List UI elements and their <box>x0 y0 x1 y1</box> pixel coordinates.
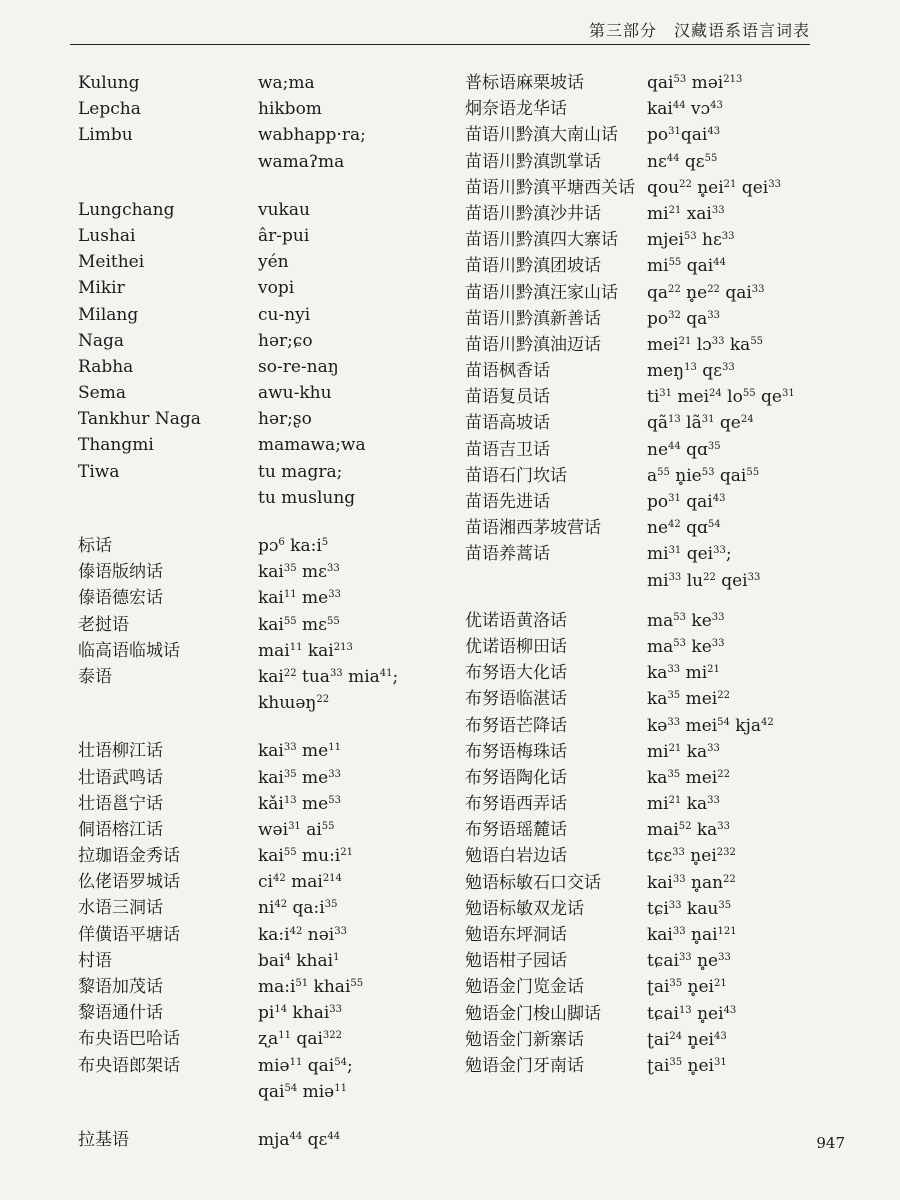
entry-row <box>465 541 845 567</box>
word-form: hər;ʂo <box>258 409 312 430</box>
entry-row <box>78 249 458 275</box>
language-name: 苗语养蒿话 <box>465 544 550 565</box>
entry-row <box>78 432 458 458</box>
language-name: 傣语版纳话 <box>78 562 163 583</box>
entry-row <box>465 608 845 634</box>
entry-row <box>465 1027 845 1053</box>
word-form: kǎi$^{13}$ $me^{53}$ <box>258 793 341 814</box>
word-form: $ka^{35}$ mei$^{22}$ <box>647 767 730 788</box>
language-name: 苗语先进话 <box>465 492 550 512</box>
entry-row <box>78 223 458 249</box>
word-form: ʐa$^{11}$ qai$^{322}$ <box>258 1029 342 1050</box>
entry-row <box>78 122 458 148</box>
entry-row <box>465 791 845 817</box>
language-name: 黎语加茂话 <box>78 977 163 997</box>
word-form: cu-nyi <box>258 304 311 325</box>
language-name: 壮语武鸣话 <box>78 767 163 788</box>
entry-row <box>465 515 845 541</box>
entry-row <box>465 122 845 148</box>
language-name: 勉语金门牙南话 <box>465 1055 584 1076</box>
language-name: 苗语川黔滇油迈话 <box>465 334 601 355</box>
language-name: 苗语高坡话 <box>465 413 550 434</box>
entry-row <box>78 612 458 638</box>
entry-gap <box>78 511 458 533</box>
word-form: wamaʔma <box>258 151 345 172</box>
word-form: $mi^{21}$ $ka^{33}$ <box>647 794 720 815</box>
entry-row <box>465 660 845 686</box>
language-name: 勉语白岩边话 <box>465 846 567 867</box>
entry-row <box>465 201 845 227</box>
word-form: qai$^{54}$ miə$^{11}$ <box>258 1081 347 1102</box>
word-form: tɕi$^{33}$ kau$^{35}$ <box>647 898 732 919</box>
language-name: 勉语金门梭山脚话 <box>465 1003 601 1024</box>
word-form: $mi^{21}$ xai$^{33}$ <box>647 203 725 224</box>
word-form: $qa^{22}$ $n̥e^{22}$ qai$^{33}$ <box>647 282 765 303</box>
entry-row <box>465 948 845 974</box>
word-form: $mi^{33}$ $lu^{22}$ qei$^{33}$ <box>647 570 761 591</box>
entry-row <box>78 1053 458 1079</box>
language-name: 苗语川黔滇四大寨话 <box>465 230 618 251</box>
entry-row <box>78 738 458 764</box>
entry-row <box>78 380 458 406</box>
language-name: Limbu <box>78 125 133 146</box>
language-name: Sema <box>78 383 126 404</box>
entry-row <box>78 817 458 843</box>
language-name: 临高语临城话 <box>78 640 180 661</box>
entry-row <box>78 791 458 817</box>
word-form: kə$^{33}$ mei$^{54}$ kja$^{42}$ <box>647 715 774 736</box>
entry-row <box>465 96 845 122</box>
language-name: Milang <box>78 304 139 325</box>
language-name: 村语 <box>78 950 112 971</box>
word-form: kai$^{35}$ mɛ$^{33}$ <box>258 562 340 583</box>
language-name: Kulung <box>78 73 140 93</box>
entry-row <box>78 638 458 664</box>
language-name: 布努语西弄话 <box>465 794 567 815</box>
word-form: ʈai$^{35}$ $n̥ei^{21}$ <box>647 977 727 998</box>
language-name: 苗语川黔滇汪家山话 <box>465 282 618 303</box>
header-title: 第三部分 汉藏语系语言词表 <box>588 21 810 40</box>
language-name: 苗语川黔滇团坡话 <box>465 256 601 277</box>
entry-row <box>465 1053 845 1079</box>
word-form: vukau <box>258 199 310 220</box>
language-name: Naga <box>78 330 125 351</box>
word-form: mamawa;wa <box>258 435 366 456</box>
word-form: kai$^{35}$ $me^{33}$ <box>258 767 341 788</box>
word-form: âr-pui <box>258 225 310 246</box>
word-form: $mi^{21}$ $ka^{33}$ <box>647 741 720 762</box>
entry-row <box>78 1000 458 1026</box>
word-form: hər;ɕo <box>258 330 313 351</box>
word-form: ʈai$^{35}$ $n̥ei^{31}$ <box>647 1055 727 1076</box>
language-name: 布努语芒降话 <box>465 715 567 736</box>
word-form: $ne^{42}$ qɑ$^{54}$ <box>647 518 721 539</box>
entry-row <box>78 70 458 96</box>
entry-row <box>465 922 845 948</box>
language-name: 仫佬语罗城话 <box>78 872 180 893</box>
entry-row <box>78 96 458 122</box>
language-name: 傣语德宏话 <box>78 588 163 609</box>
word-form: $ma^{53}$ $ke^{33}$ <box>647 610 725 631</box>
entry-row <box>78 459 458 485</box>
entry-row <box>465 437 845 463</box>
language-name: 苗语石门坎话 <box>465 465 567 486</box>
word-form: $a^{55}$ $n̥ie^{53}$ qai$^{55}$ <box>647 465 760 486</box>
language-name: 勉语金门览金话 <box>465 977 584 998</box>
word-form: $po^{32}$ $qa^{33}$ <box>647 308 721 329</box>
entry-row <box>78 197 458 223</box>
word-form: so-re-naŋ <box>258 356 339 377</box>
entry-row <box>78 328 458 354</box>
entry-gap <box>78 1105 458 1127</box>
language-name: 拉珈语金秀话 <box>78 846 180 867</box>
entry-row <box>78 1127 458 1153</box>
language-name: 苗语川黔滇凯掌话 <box>465 151 601 172</box>
language-name: 勉语标敏石口交话 <box>465 872 601 893</box>
word-form: kai$^{33}$ $me^{11}$ <box>258 741 341 762</box>
entry-row <box>465 175 845 201</box>
entry-row <box>465 489 845 515</box>
entry-row <box>465 1001 845 1027</box>
entry-row <box>78 275 458 301</box>
entry-row <box>78 765 458 791</box>
entry-row <box>465 70 845 96</box>
word-form: qai$^{53}$ məi$^{213}$ <box>647 73 743 93</box>
language-name: 勉语标敏双龙话 <box>465 898 584 919</box>
language-name: 苗语川黔滇大南山话 <box>465 125 618 146</box>
word-form: $po^{31}$ qai$^{43}$ <box>647 492 726 512</box>
language-name: Lushai <box>78 225 136 246</box>
entry-row <box>465 974 845 1000</box>
language-name: Lungchang <box>78 199 175 220</box>
entry-row <box>465 843 845 869</box>
language-name: 苗语湘西茅坡营话 <box>465 518 601 539</box>
right-column <box>465 70 845 1079</box>
language-name: 苗语川黔滇沙井话 <box>465 203 601 224</box>
entry-row <box>78 1026 458 1052</box>
entry-row <box>465 870 845 896</box>
entry-row <box>78 948 458 974</box>
entry-row <box>78 533 458 559</box>
entry-row <box>465 896 845 922</box>
language-name: 佯僙语平塘话 <box>78 924 180 945</box>
entry-row <box>78 559 458 585</box>
language-name: 苗语复员话 <box>465 387 550 408</box>
entry-row <box>465 227 845 253</box>
entry-row <box>78 302 458 328</box>
word-form: $ci^{42}$ mai$^{214}$ <box>258 872 342 893</box>
entry-row <box>465 253 845 279</box>
word-form: $ne^{44}$ qɑ$^{35}$ <box>647 439 721 460</box>
word-form: wabhapp·ra; <box>258 125 366 146</box>
word-form: $ka:i^{42}$ nəi$^{33}$ <box>258 924 347 945</box>
language-name: 优诺语柳田话 <box>465 636 567 657</box>
word-form: vopi <box>258 278 295 299</box>
entry-row <box>465 149 845 175</box>
language-name: 壮语柳江话 <box>78 741 163 762</box>
entry-row <box>78 843 458 869</box>
language-name: 苗语枫香话 <box>465 361 550 382</box>
word-form: mja$^{44}$ qɛ$^{44}$ <box>258 1129 341 1150</box>
entry-row <box>465 568 845 594</box>
entry-row <box>465 739 845 765</box>
language-name: 布努语大化话 <box>465 663 567 684</box>
entry-row <box>465 384 845 410</box>
language-name: Rabha <box>78 356 134 377</box>
language-name: 布努语临湛话 <box>465 689 567 710</box>
entry-row <box>465 410 845 436</box>
word-form: tɕai$^{13}$ $n̥ei^{43}$ <box>647 1003 737 1024</box>
entry-gap <box>78 716 458 738</box>
word-form: kai$^{55}$ $mu:i^{21}$ <box>258 846 353 867</box>
language-name: 泰语 <box>78 666 112 687</box>
entry-row <box>78 585 458 611</box>
entry-row <box>465 306 845 332</box>
entry-gap <box>78 175 458 197</box>
word-form: awu-khu <box>258 383 332 404</box>
language-name: 苗语川黔滇平塘西关话 <box>465 177 635 198</box>
word-form: mai$^{11}$ kai$^{213}$ <box>258 640 353 661</box>
word-form: $qã^{13}$ $lã^{31}$ $qe^{24}$ <box>647 413 754 434</box>
entry-row <box>465 713 845 739</box>
language-name: 壮语邕宁话 <box>78 793 163 814</box>
word-form: $po^{31}qai^{43}$ <box>647 125 721 146</box>
running-header <box>70 14 810 45</box>
word-form: $ti^{31}$ mei$^{24}$ $lo^{55}$ $qe^{31}$ <box>647 387 795 408</box>
entry-row <box>78 690 458 716</box>
word-form: qou$^{22}$ $n̥ei^{21}$ qei$^{33}$ <box>647 177 781 198</box>
word-form: yén <box>258 252 289 273</box>
language-name: 水语三洞话 <box>78 898 163 919</box>
word-form: tɕɛ$^{33}$ $n̥ei^{232}$ <box>647 846 736 867</box>
entry-row <box>465 686 845 712</box>
language-name: 布努语瑶麓话 <box>465 820 567 841</box>
language-name: 苗语川黔滇新善话 <box>465 308 601 329</box>
word-form: nɛ$^{44}$ qɛ$^{55}$ <box>647 151 718 172</box>
word-form: tu muslung <box>258 487 356 508</box>
language-name: 优诺语黄洛话 <box>465 610 567 631</box>
language-name: 布央语巴哈话 <box>78 1029 180 1050</box>
word-form: khɯəŋ$^{22}$ <box>258 693 330 714</box>
language-name: 侗语榕江话 <box>78 819 163 840</box>
entry-row <box>78 974 458 1000</box>
language-name: 苗语吉卫话 <box>465 439 550 460</box>
language-name: 拉基语 <box>78 1129 129 1150</box>
language-name: 老挝语 <box>78 614 129 635</box>
word-form: kai$^{11}$ $me^{33}$ <box>258 588 341 609</box>
entry-row <box>78 485 458 511</box>
language-name: 勉语金门新寨话 <box>465 1029 584 1050</box>
word-form: $mi^{31}$ qei$^{33}$; <box>647 544 732 565</box>
language-name: 炯奈语龙华话 <box>465 99 567 120</box>
left-column <box>78 70 458 1153</box>
word-form: $mi^{55}$ qai$^{44}$ <box>647 256 726 277</box>
language-name: 勉语东坪洞话 <box>465 925 567 945</box>
word-form: tɕai$^{33}$ $n̥e^{33}$ <box>647 951 731 972</box>
word-form: $ma^{53}$ $ke^{33}$ <box>647 636 725 657</box>
entry-row <box>78 406 458 432</box>
word-form: $ka^{33}$ $mi^{21}$ <box>647 663 720 684</box>
word-form: wa;ma <box>258 73 315 93</box>
language-name: 黎语通什话 <box>78 1003 163 1024</box>
word-form: $pi^{14}$ khai$^{33}$ <box>258 1003 343 1024</box>
word-form: kai$^{55}$ mɛ$^{55}$ <box>258 614 340 635</box>
word-form: $ma:i^{51}$ khai$^{55}$ <box>258 977 364 997</box>
entry-row <box>465 817 845 843</box>
entry-gap <box>465 594 845 608</box>
entry-row <box>78 895 458 921</box>
language-name: Thangmi <box>78 435 154 456</box>
word-form: bai$^4$ khai$^1$ <box>258 950 340 971</box>
entry-row <box>78 1079 458 1105</box>
word-form: kai$^{22}$ tua$^{33}$ mia$^{41}$; <box>258 666 399 687</box>
language-name: 勉语柑子园话 <box>465 951 567 972</box>
word-form: mai$^{52}$ $ka^{33}$ <box>647 820 731 841</box>
language-name: 标话 <box>78 536 112 556</box>
word-form: meŋ$^{13}$ qɛ$^{33}$ <box>647 361 735 382</box>
word-form: wəi$^{31}$ $ai^{55}$ <box>258 819 335 840</box>
word-form: ʈai$^{24}$ $n̥ei^{43}$ <box>647 1029 727 1050</box>
word-form: hikbom <box>258 99 322 120</box>
word-form: kai$^{33}$ $n̥ai^{121}$ <box>647 925 737 945</box>
entry-row <box>78 149 458 175</box>
word-form: pɔ$^6$ $ka:i^5$ <box>258 536 329 556</box>
entry-row <box>78 354 458 380</box>
entry-row <box>465 332 845 358</box>
language-name: 普标语麻栗坡话 <box>465 73 584 93</box>
word-form: tu magra; <box>258 461 343 482</box>
entry-row <box>78 869 458 895</box>
page-number: 947 <box>816 1134 845 1152</box>
entry-row <box>78 922 458 948</box>
word-form: mjei$^{53}$ hɛ$^{33}$ <box>647 230 735 251</box>
entry-row <box>465 634 845 660</box>
word-form: kai$^{33}$ $n̥an^{22}$ <box>647 872 736 893</box>
language-name: Tiwa <box>78 461 120 482</box>
word-form: $ni^{42}$ $qa:i^{35}$ <box>258 898 338 919</box>
language-name: Lepcha <box>78 99 141 120</box>
word-form: $ka^{35}$ mei$^{22}$ <box>647 689 730 710</box>
language-name: Meithei <box>78 252 145 273</box>
entry-row <box>465 463 845 489</box>
entry-row <box>465 358 845 384</box>
word-form: mei$^{21}$ lɔ$^{33}$ $ka^{55}$ <box>647 334 764 355</box>
language-name: Tankhur Naga <box>78 409 201 430</box>
entry-row <box>465 280 845 306</box>
word-form: kai$^{44}$ vɔ$^{43}$ <box>647 99 723 120</box>
entry-row <box>78 664 458 690</box>
language-name: 布努语陶化话 <box>465 767 567 788</box>
language-name: Mikir <box>78 278 125 299</box>
language-name: 布努语梅珠话 <box>465 741 567 762</box>
language-name: 布央语郎架话 <box>78 1055 180 1076</box>
word-form: miə$^{11}$ qai$^{54}$; <box>258 1055 353 1076</box>
entry-row <box>465 765 845 791</box>
